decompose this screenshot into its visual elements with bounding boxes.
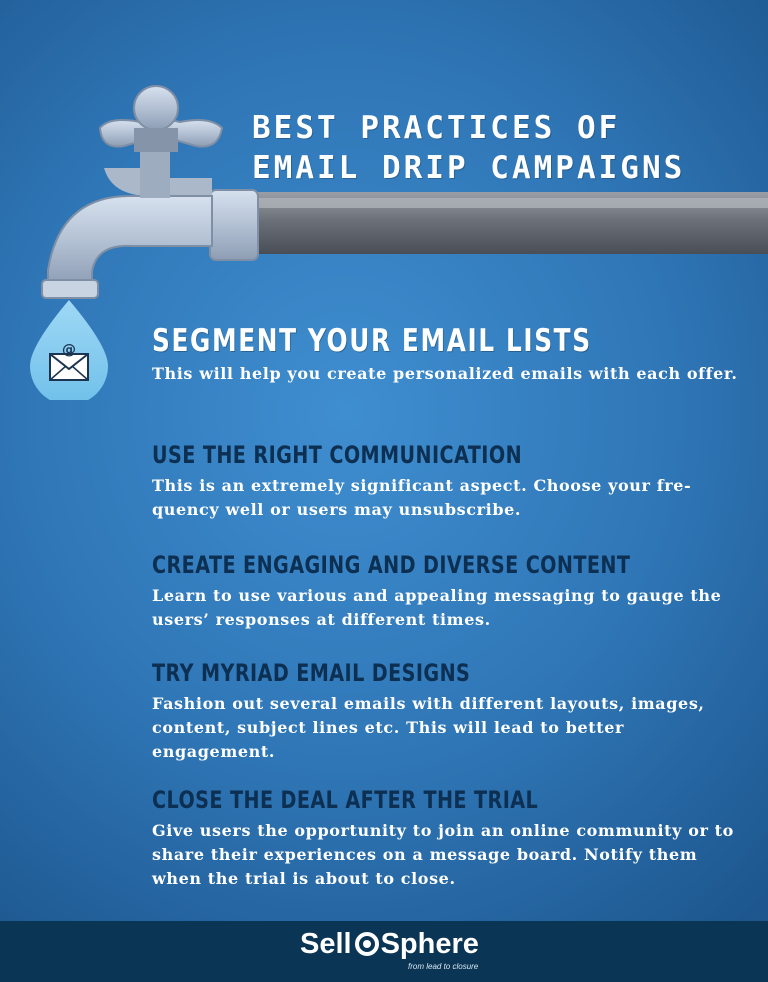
water-pipe [250,192,768,254]
section-body: This will help you create personalized emails with each offer. [152,364,738,383]
section-heading: USE THE RIGHT COMMUNICATION [152,441,523,469]
logo-text-left: Sell [300,928,352,960]
section-body: Learn to use various and appealing messaging to gauge the users’ responses at different times. [152,586,722,629]
logo-ring-icon [354,931,380,957]
section-heading: SEGMENT YOUR EMAIL LISTS [152,323,592,359]
section-segment-lists [152,322,742,386]
section-heading: CREATE ENGAGING AND DIVERSE CONTENT [152,551,631,579]
page-title: BEST PRACTICES OF EMAIL DRIP CAMPAIGNS [252,110,686,186]
section-communication [152,440,742,522]
section-body: Fashion out several emails with different layouts, images, content, subject lines etc. This will lead to better engagement. [152,694,705,761]
email-at-icon: @ [62,342,76,358]
faucet-body [42,148,258,298]
section-body: Give users the opportunity to join an online community or to share their experiences on a message board. Notify them when the trial is about to close. [152,821,734,888]
section-close-deal [152,785,742,891]
faucet-handle [100,86,222,152]
section-heading: TRY MYRIAD EMAIL DESIGNS [152,659,471,687]
sellosphere-logo[interactable] [300,927,479,961]
section-heading: CLOSE THE DEAL AFTER THE TRIAL [152,786,539,814]
section-content [152,550,742,632]
footer-bar [0,921,768,982]
section-body: This is an extremely significant aspect. Choose your fre- quency well or users may unsubscribe. [152,476,692,519]
logo-tagline: from lead to closure [408,962,479,971]
logo-text-right: Sphere [380,928,479,960]
section-email-designs [152,658,742,764]
